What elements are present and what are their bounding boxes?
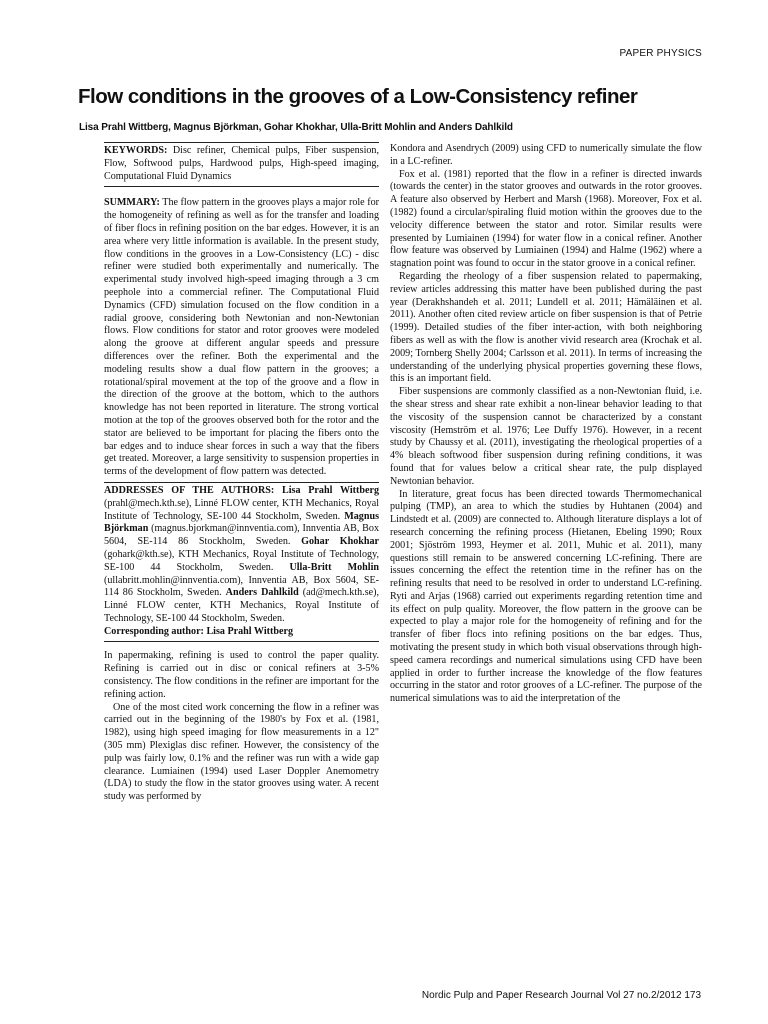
author-name: Gohar Khokhar — [301, 536, 379, 548]
intro-text-left — [104, 642, 379, 804]
paragraph: In papermaking, refining is used to control the paper quality. Refining is carried out in disc or conical refiners at 3-5% consistency. The flow conditions in the refiner are important for the refining action. — [104, 650, 379, 700]
page-footer: Nordic Pulp and Paper Research Journal Vol 27 no.2/2012 173 — [421, 990, 701, 1001]
paragraph: Fox et al. (1981) reported that the flow in a refiner is directed inwards (towards the center) in the stator grooves and outwards in the rotor grooves. A feature also observed by Herbert and Marsh (1968). Moreover, Fox et al. (1982) found a circular/spiraling fluid motion within the grooves due to the velocity difference between the stator and rotor. Similar results were presented by Lumiainen (1994) for water flow in a conical refiner. Another flow feature was observed by Lumiainen (1994) and Halme (1962) where a stagnation point was found to occur in the stator groove in a conical refiner. — [390, 168, 702, 270]
right-column — [390, 143, 702, 706]
addresses-block — [104, 483, 379, 642]
addresses-label: ADDRESSES OF THE AUTHORS: — [104, 484, 275, 496]
section-label: PAPER PHYSICS — [619, 48, 702, 59]
author-address: (gohark@kth.se), KTH Mechanics, Royal Institute of Technology, SE-100 44 Stockholm, Sweden. — [104, 548, 379, 573]
author-address: (ad@mech.kth.se), Linné FLOW center, KTH Mechanics, Royal Institute of Technology, SE-100 44 Stockholm, Sweden. — [104, 587, 379, 624]
corresponding-author: Corresponding author: Lisa Prahl Wittberg — [104, 625, 293, 637]
paragraph: Regarding the rheology of a fiber suspension related to papermaking, review articles addressing this matter have been published during the past year (Derakhshandeh et al. 2011; Lundell et al. 2011; Hämäläinen et al. 2011). Another often cited review article on fiber suspension is that of Petrie (1999). Detailed studies of the fiber inter-action, with both neighboring fibers as well as with the flow is another vivid research area (Krochak et al. 2009; Tornberg Shelly 2004; Carlsson et al. 2011). In terms of increasing the understanding of the underlying physical properties governing these flows, this is an important field. — [390, 270, 702, 385]
keywords-label: KEYWORDS: — [104, 145, 168, 156]
author-address: (ullabritt.mohlin@innventia.com), Innventia AB, Box 5604, SE-114 86 Stockholm, Sweden. — [104, 574, 379, 599]
paragraph: In literature, great focus has been directed towards Thermomechanical pulping (TMP), an area to which the studies by Huhtanen (2004) and Lindstedt et al. (2009) are connected to. Although literature displays a lot of research concerning the refining process (Hietanen, Ebeling 1990; Roux 2001; Sjöström 1993, Heymer et al. 2011, Muhic et al. 2011), many questions still remain to be answered concerning LC-refining. There are issues concerning the effect the retention time in the refiner has on the refining results that need to be resolved in order to understand LC-refining. Ryti and Arjas (1968) carried out experiments regarding retention time and its effect on pulp quality. Moreover, the flow pattern in the groove can be expected to play a major role for the homogeneity of refining and for the transfer of fiber flocs into refining positions on the bar edges. Thus, motivating the present study in which both visual observations through high-speed camera recordings and numerical simulations using CFD have been applied in order to further increase the knowledge of the flow features occurring in the stator and rotor grooves of a LC-refiner. The purpose of the numerical simulations was to aid the interpretation of the — [390, 488, 702, 705]
paragraph: Fiber suspensions are commonly classified as a non-Newtonian fluid, i.e. the shear stress and shear rate exhibit a non-linear behavior leading to that the viscosity of the suspension cannot be characterized by a constant viscosity (Hemström et al. 1976; Lee Duffy 1976). However, in a recent study by Chaussy et al. (2011), investigating the rheological properties of a 4% bleach softwood fiber suspension during refining conditions, it was found that for values below a critical shear rate, the pulp displayed Newtonian behavior. — [390, 386, 702, 487]
author-address: (prahl@mech.kth.se), Linné FLOW center, KTH Mechanics, Royal Institute of Technology, SE-100 44 Stockholm, Sweden. — [104, 497, 379, 522]
article-title: Flow conditions in the grooves of a Low-Consistency refiner — [78, 85, 638, 108]
author-list: Lisa Prahl Wittberg, Magnus Björkman, Gohar Khokhar, Ulla-Britt Mohlin and Anders Dahlkild — [79, 122, 513, 133]
author-name: Lisa Prahl Wittberg — [282, 484, 380, 496]
summary-block — [104, 187, 379, 482]
summary-label: SUMMARY: — [104, 197, 160, 209]
author-address: (magnus.bjorkman@innventia.com), Innventia AB, Box 5604, SE-114 86 Stockholm, Sweden. — [104, 523, 379, 548]
keywords-text: Disc refiner, Chemical pulps, Fiber suspension, Flow, Softwood pulps, Hardwood pulps, High-speed imaging, Computational Fluid Dynamics — [104, 145, 379, 182]
summary-text: The flow pattern in the grooves plays a major role for the homogeneity of refining as well as for the transfer and loading of fiber flocs in refining position on the bar edges. However, it is an area where very little information is available. In the present study, flow conditions in the grooves in a Low-Consistency (LC) - disc refiner were studied both experimentally and numerically. The experimental study involved high-speed imaging through a 3 cm peephole into a commercial refiner. The Computational Fluid Dynamics (CFD) simulation focused on the flow condition in a radial groove, considering both Newtonian and non-Newtonian flows. Flow conditions for stator and rotor grooves were modeled along the groove at different angular speeds and pressure differences over the refiner. Both the experimental and the modeling results show a dual flow pattern in the grooves; a rotational/spiral movement at the top of the groove and a flow in the direction of the groove at the bottom, which to the authors knowledge has not been reported in literature. The strong vortical motion at the top of the grooves observed both for the rotor and the stator are believed to be important for placing the fibers onto the bar edges and to induce shear forces in such a way that the fibers get treated. Moreover, a large sensitivity to suspension properties in terms of the development of flow pattern was detected. — [104, 197, 379, 478]
keywords-block — [104, 143, 379, 186]
paragraph: Kondora and Asendrych (2009) using CFD to numerically simulate the flow in a LC-refiner. — [390, 143, 702, 167]
paragraph: One of the most cited work concerning the flow in a refiner was carried out in the beginning of the 1980's by Fox et al. (1981, 1982), using high speed imaging for flow measurements in a 12" (305 mm) Plexiglas disc refiner. However, the consistency of the pulp was fairly low, 0.1% and the refiner was run with a wide gap clearance. Lumiainen (1994) used Laser Doppler Anemometry (LDA) to study the flow in the stator grooves using water. A recent study was performed by — [104, 701, 379, 803]
author-name: Anders Dahlkild — [225, 587, 299, 599]
author-name: Magnus Björkman — [104, 510, 379, 535]
author-name: Ulla-Britt Mohlin — [289, 561, 379, 573]
left-column — [104, 142, 379, 804]
